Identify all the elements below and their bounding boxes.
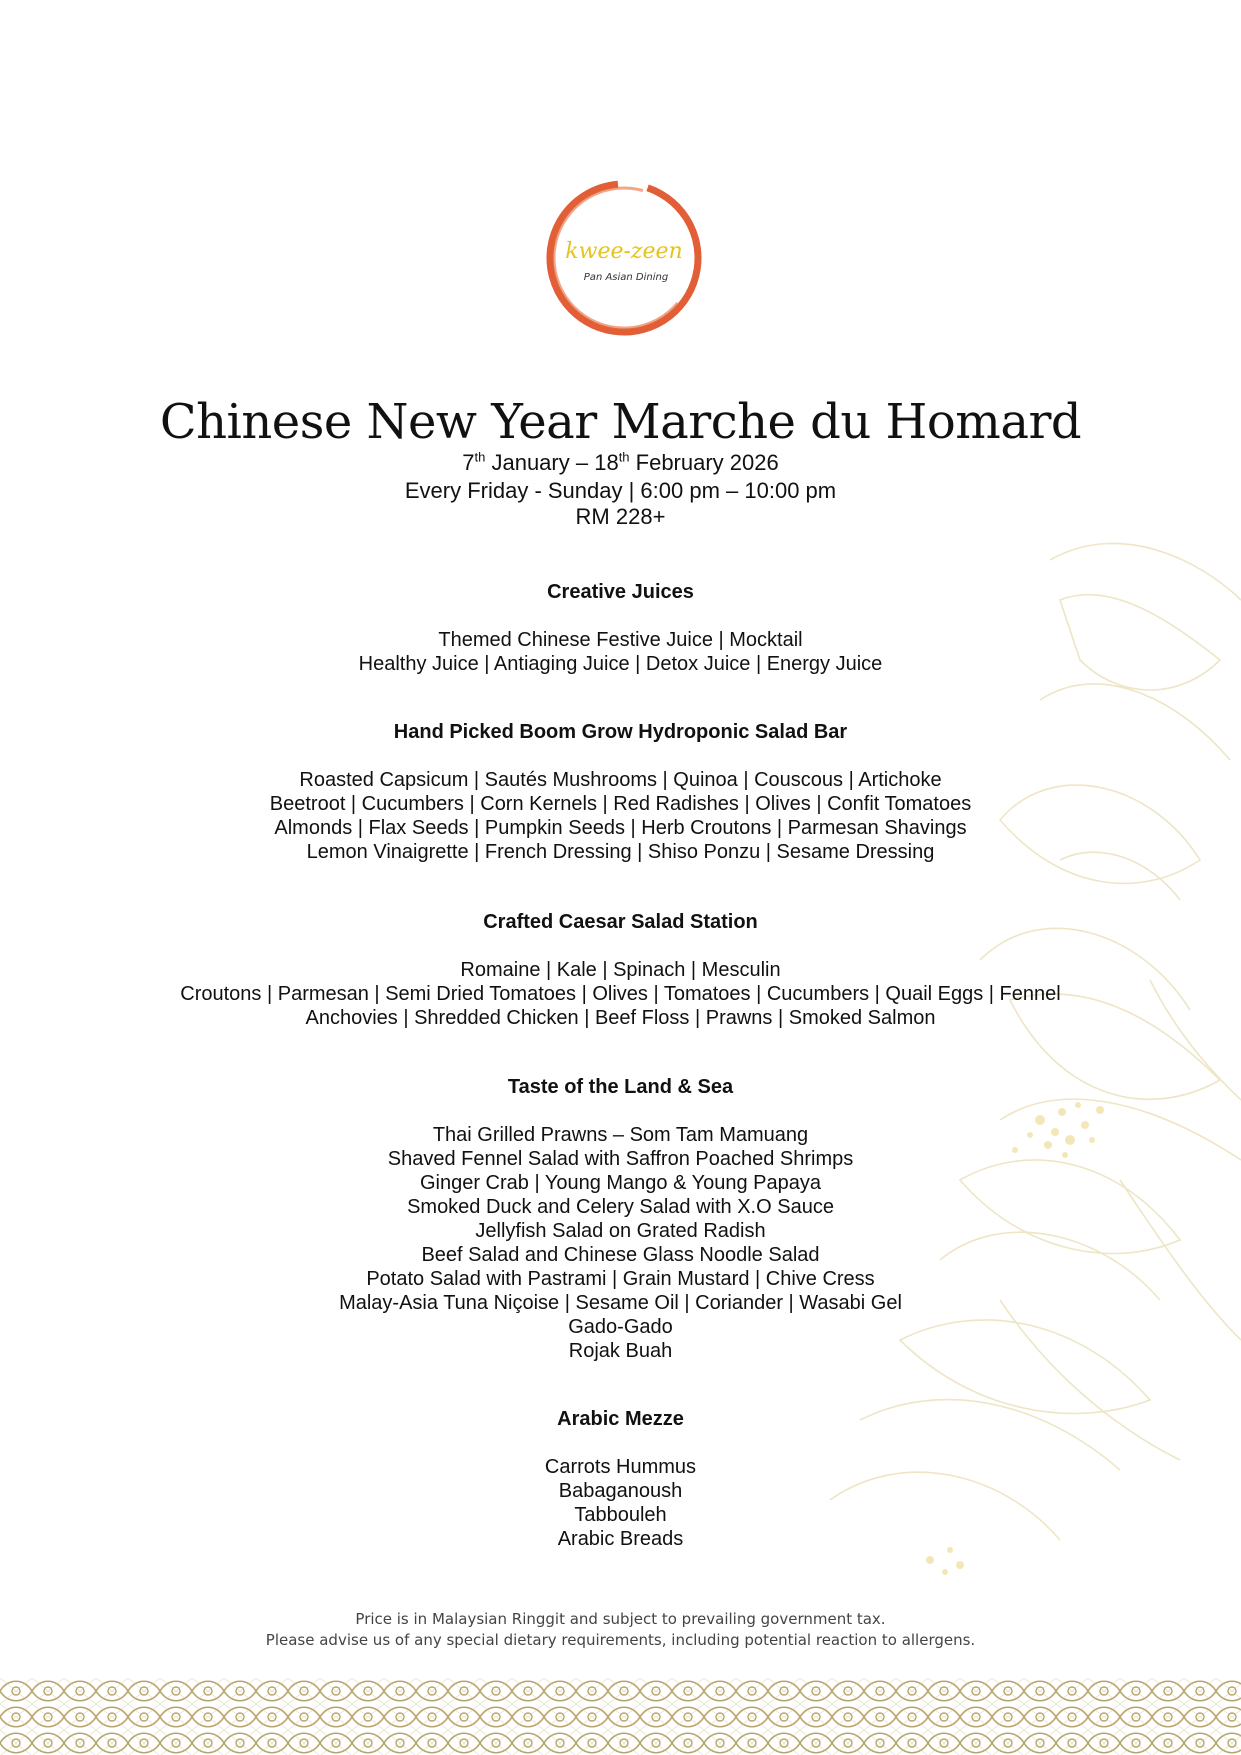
menu-item: Healthy Juice | Antiaging Juice | Detox Juice | Energy Juice <box>358 653 883 675</box>
date-range <box>0 449 1241 476</box>
schedule-text: Every Friday - Sunday | 6:00 pm – 10:00 pm <box>404 478 837 503</box>
menu-item: Beef Salad and Chinese Glass Noodle Salad <box>421 1244 820 1266</box>
menu-item: Roasted Capsicum | Sautés Mushrooms | Quinoa | Couscous | Artichoke <box>299 769 942 791</box>
section-title: Arabic Mezze <box>557 1408 684 1430</box>
section-title: Crafted Caesar Salad Station <box>483 911 758 933</box>
menu-item: Tabbouleh <box>574 1504 667 1526</box>
menu-item: Potato Salad with Pastrami | Grain Mustard | Chive Cress <box>366 1268 875 1290</box>
menu-item: Rojak Buah <box>568 1340 673 1362</box>
menu-item: Smoked Duck and Celery Salad with X.O Sauce <box>407 1196 834 1218</box>
section-title: Creative Juices <box>547 581 694 603</box>
start-month: January – <box>485 450 595 475</box>
footer-allergen-note: Please advise us of any special dietary requirements, including potential reaction to allergens. <box>265 1631 976 1649</box>
logo-script-text: kwee-zeen <box>565 239 683 264</box>
page-title: Chinese New Year Marche du Homard <box>159 394 1082 450</box>
menu-item: Arabic Breads <box>557 1528 684 1550</box>
price-text: RM 228+ <box>575 504 666 529</box>
section-title: Taste of the Land & Sea <box>507 1076 734 1098</box>
start-day-suffix: th <box>474 449 486 465</box>
decorative-border <box>0 1678 1241 1755</box>
menu-item: Carrots Hummus <box>544 1456 697 1478</box>
end-month-year: February 2026 <box>629 450 779 475</box>
menu-item: Romaine | Kale | Spinach | Mesculin <box>460 959 781 981</box>
section-title: Hand Picked Boom Grow Hydroponic Salad Bar <box>393 721 848 743</box>
footer-notes <box>0 1609 1241 1651</box>
menu-item: Lemon Vinaigrette | French Dressing | Shiso Ponzu | Sesame Dressing <box>306 841 935 863</box>
menu-item: Beetroot | Cucumbers | Corn Kernels | Red Radishes | Olives | Confit Tomatoes <box>269 793 972 815</box>
menu-item: Gado-Gado <box>568 1316 673 1338</box>
restaurant-logo <box>540 174 708 342</box>
section-caesar-salad <box>0 910 1241 1030</box>
section-land-and-sea <box>0 1075 1241 1363</box>
end-day: 18 <box>594 450 619 475</box>
menu-item: Malay-Asia Tuna Niçoise | Sesame Oil | Coriander | Wasabi Gel <box>339 1292 902 1314</box>
section-arabic-mezze <box>0 1407 1241 1551</box>
end-day-suffix: th <box>618 449 630 465</box>
menu-item: Themed Chinese Festive Juice | Mocktail <box>438 629 803 651</box>
menu-item: Shaved Fennel Salad with Saffron Poached Shrimps <box>387 1148 854 1170</box>
menu-item: Croutons | Parmesan | Semi Dried Tomatoes | Olives | Tomatoes | Cucumbers | Quail Eggs | Fennel <box>180 983 1061 1005</box>
menu-item: Babaganoush <box>558 1480 683 1502</box>
start-day: 7 <box>462 450 475 475</box>
menu-item: Ginger Crab | Young Mango & Young Papaya <box>419 1172 822 1194</box>
footer-price-note: Price is in Malaysian Ringgit and subject to prevailing government tax. <box>355 1610 886 1628</box>
logo-tagline-text: Pan Asian Dining <box>583 272 669 283</box>
menu-item: Jellyfish Salad on Grated Radish <box>475 1220 766 1242</box>
section-creative-juices <box>0 580 1241 676</box>
menu-item: Anchovies | Shredded Chicken | Beef Floss | Prawns | Smoked Salmon <box>305 1007 936 1029</box>
section-salad-bar <box>0 720 1241 864</box>
menu-item: Thai Grilled Prawns – Som Tam Mamuang <box>432 1124 809 1146</box>
menu-item: Almonds | Flax Seeds | Pumpkin Seeds | Herb Croutons | Parmesan Shavings <box>274 817 967 839</box>
